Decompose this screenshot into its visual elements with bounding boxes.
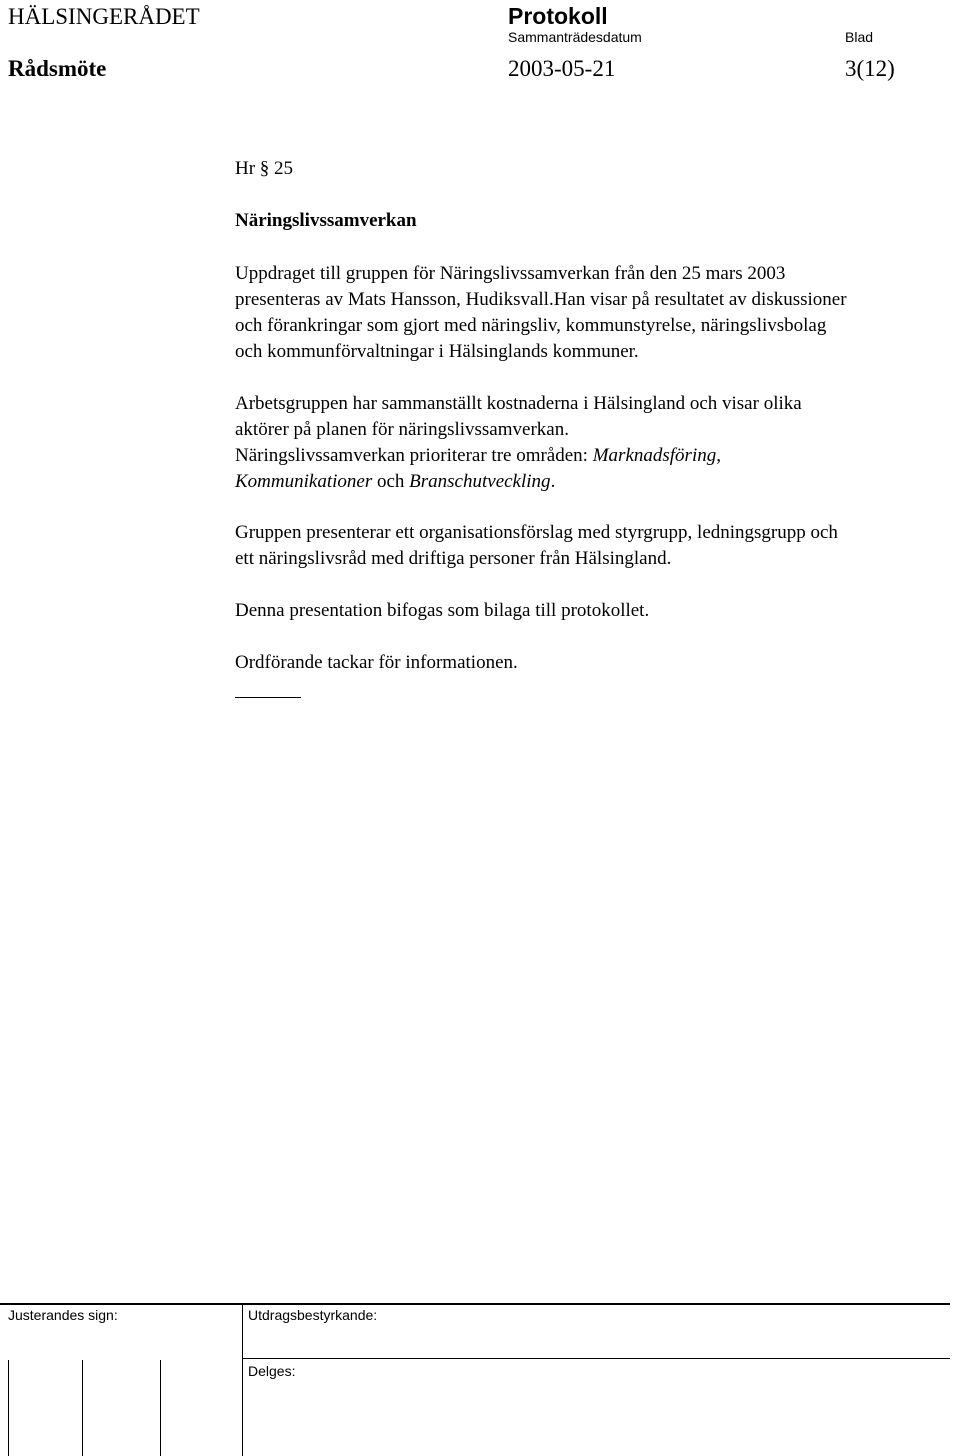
- footer-column-divider: [242, 1303, 243, 1456]
- utdragsbestyrkande-label: Utdragsbestyrkande:: [248, 1307, 378, 1323]
- date-label: Sammanträdesdatum: [508, 29, 642, 45]
- priority-marketing: Marknadsföring,: [592, 445, 721, 466]
- paragraph-line: aktörer på planen för näringslivssamverkan.: [235, 419, 569, 440]
- section-title: Näringslivssamverkan: [235, 210, 417, 231]
- priority-communications: Kommunikationer: [235, 471, 373, 492]
- paragraph-line: presenteras av Mats Hansson, Hudiksvall.Han visar på resultatet av diskussioner: [235, 289, 847, 310]
- paragraph-line: Uppdraget till gruppen för Näringslivssamverkan från den 25 mars 2003: [235, 263, 786, 284]
- section-end-rule: [235, 697, 301, 698]
- conjunction: och: [372, 471, 410, 492]
- priority-industry-development: Branschutveckling: [409, 471, 551, 492]
- delges-label: Delges:: [248, 1363, 296, 1379]
- paragraph-line: Gruppen presenterar ett organisationsförslag med styrgrupp, ledningsgrupp och: [235, 522, 838, 543]
- paragraph-line: och kommunförvaltningar i Hälsinglands kommuner.: [235, 341, 639, 362]
- paragraph-3: [235, 520, 955, 572]
- paragraph-line: ett näringslivsråd med driftiga personer från Hälsingland.: [235, 548, 672, 569]
- paragraph-5: [235, 650, 955, 676]
- paragraph-reference: Hr § 25: [235, 158, 294, 179]
- priorities-intro: Näringslivssamverkan prioriterar tre områden:: [235, 445, 593, 466]
- paragraph-4: [235, 598, 955, 624]
- document-type: Protokoll: [508, 3, 608, 29]
- paragraph-line: och förankringar som gjort med näringsliv, kommunstyrelse, näringslivsbolag: [235, 315, 827, 336]
- signature-box-divider: [8, 1360, 9, 1456]
- paragraph-line: Ordförande tackar för informationen.: [235, 652, 518, 673]
- paragraph-2: [235, 391, 955, 495]
- meeting-name: Rådsmöte: [8, 56, 107, 81]
- page-number: 3(12): [845, 56, 895, 81]
- organization-name: HÄLSINGERÅDET: [8, 4, 200, 29]
- footer-mid-rule: [242, 1358, 950, 1359]
- justerandes-sign-label: Justerandes sign:: [8, 1307, 118, 1323]
- page-label: Blad: [845, 29, 874, 45]
- signature-box-divider: [160, 1360, 161, 1456]
- paragraph-line: Arbetsgruppen har sammanställt kostnaderna i Hälsingland och visar olika: [235, 393, 802, 414]
- paragraph-line: Denna presentation bifogas som bilaga till protokollet.: [235, 600, 650, 621]
- meeting-date: 2003-05-21: [508, 56, 616, 81]
- period: .: [550, 471, 556, 492]
- paragraph-1: [235, 261, 955, 365]
- footer-top-rule: [0, 1303, 950, 1305]
- paragraph-line-priorities: [235, 443, 955, 469]
- paragraph-line-priorities-cont: [235, 469, 955, 495]
- signature-box-divider: [82, 1360, 83, 1456]
